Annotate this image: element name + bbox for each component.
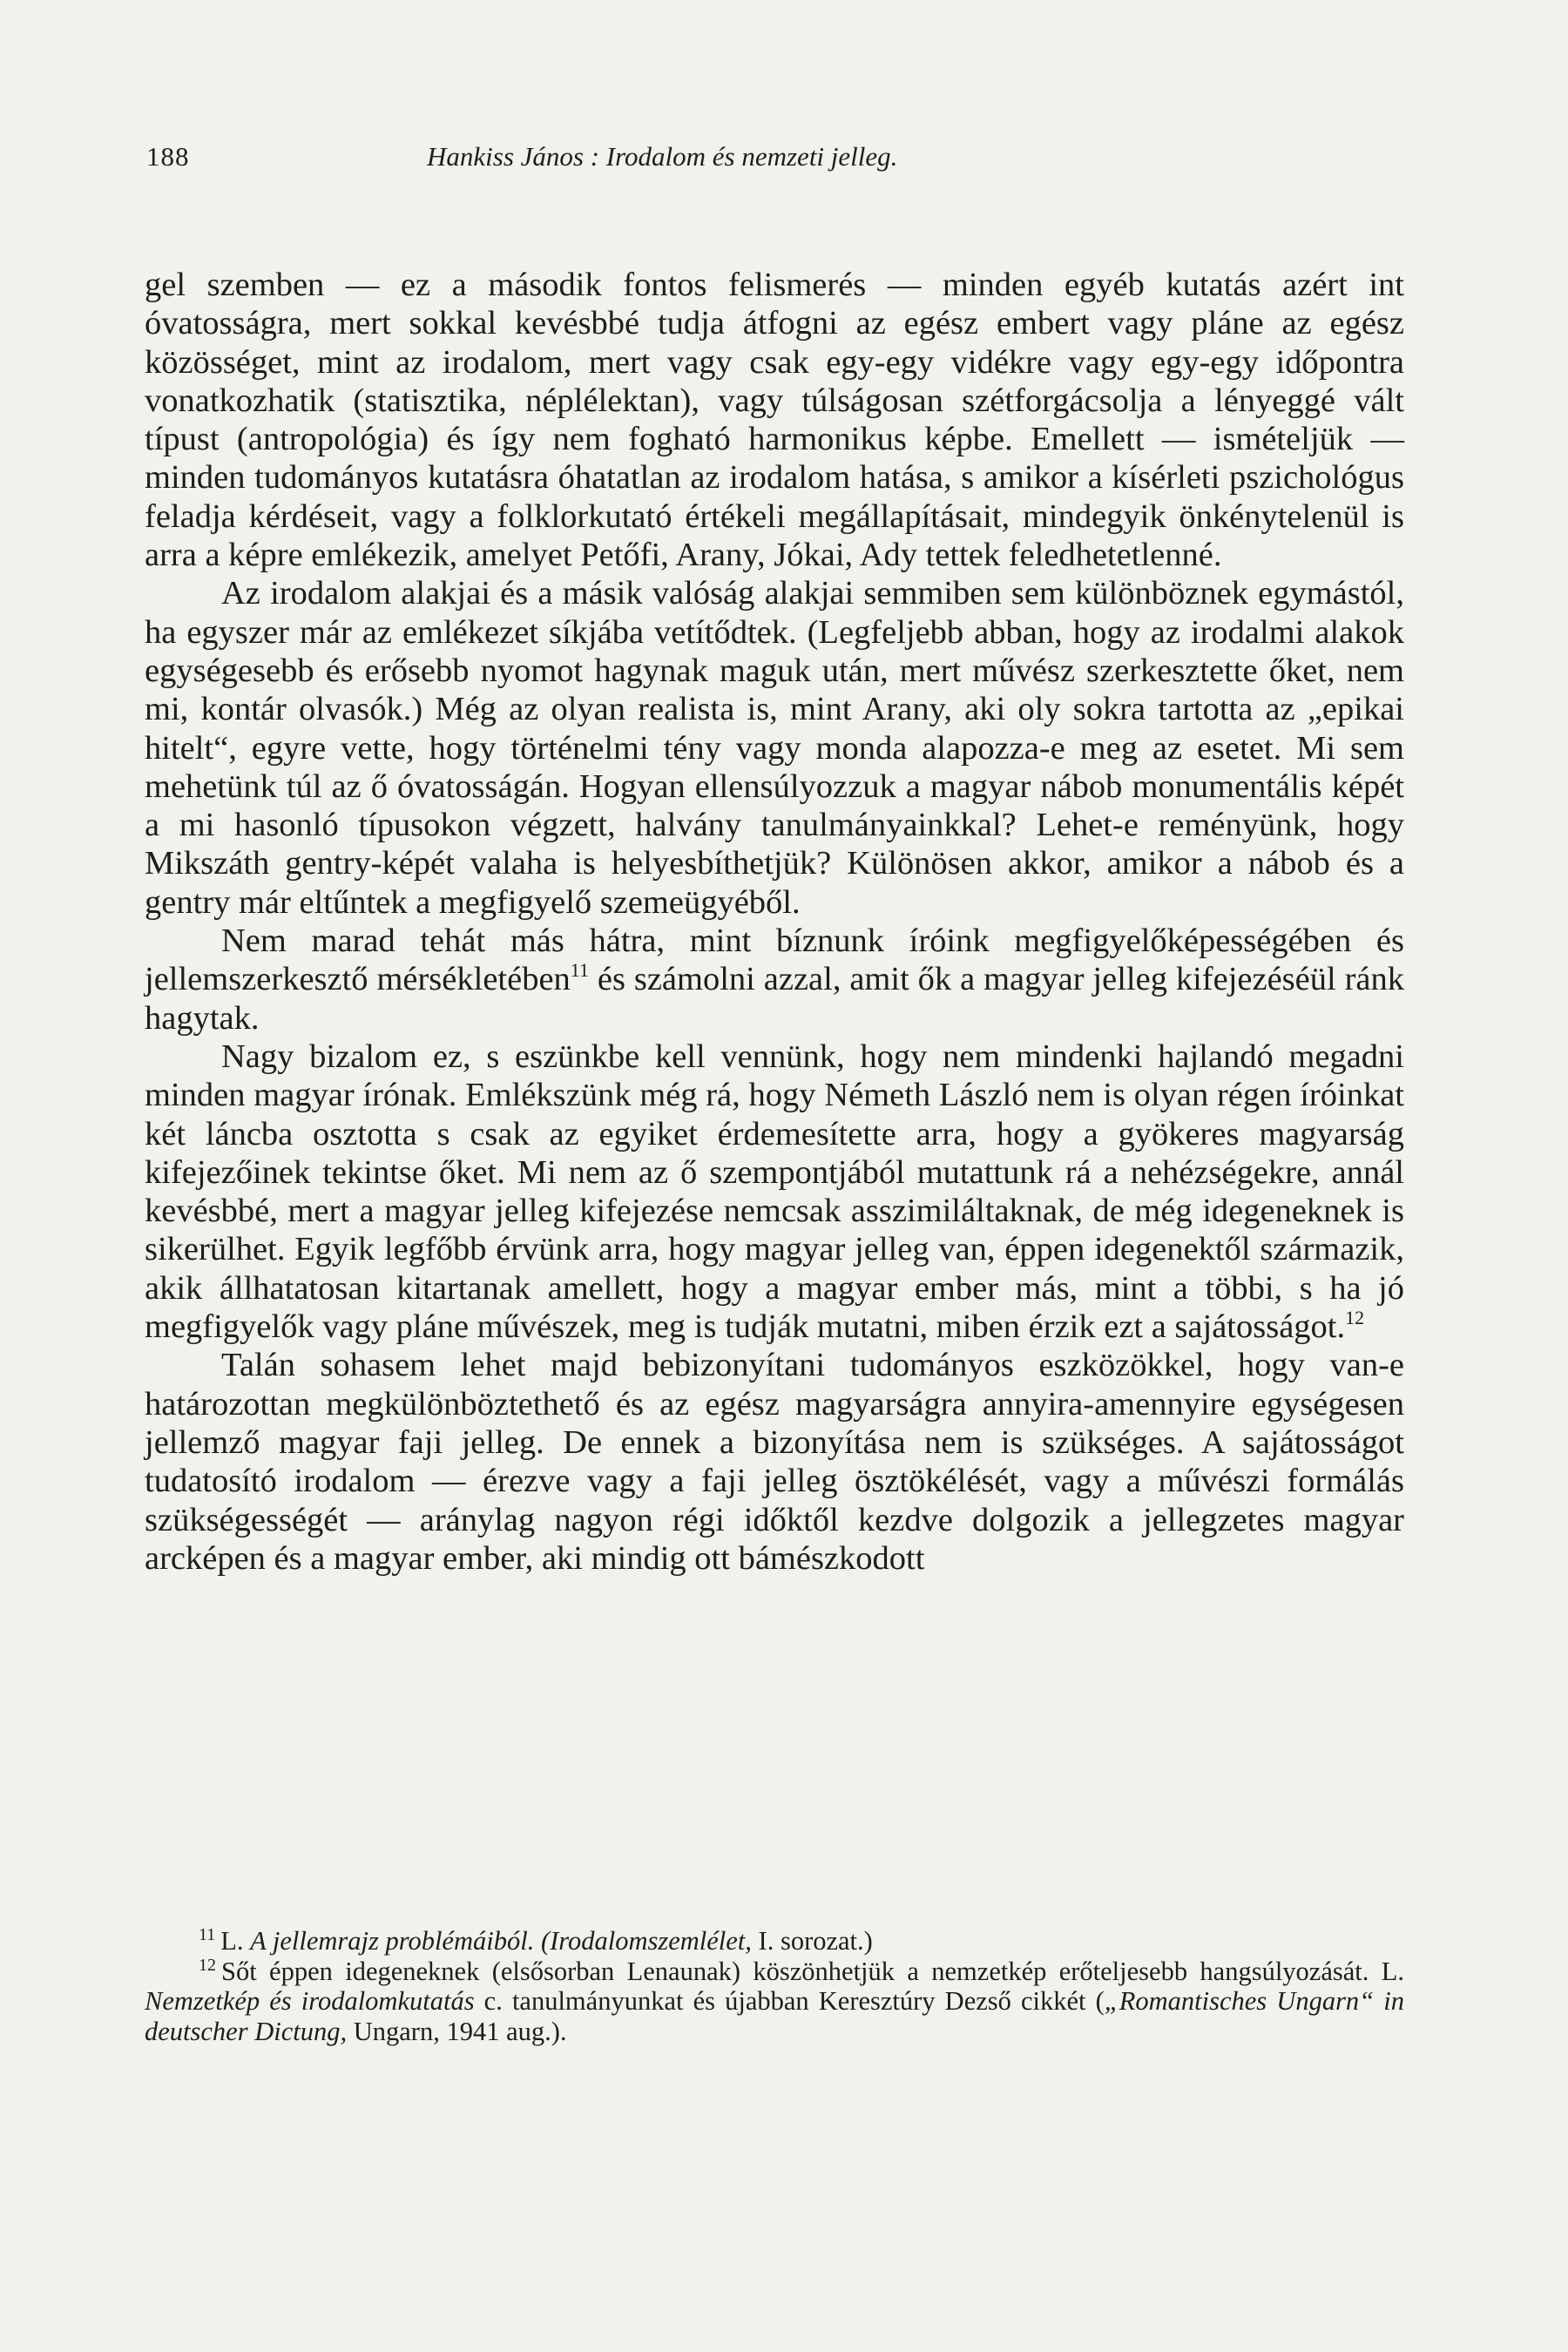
footnote-text: I. sorozat.) bbox=[751, 1926, 873, 1956]
body-text bbox=[145, 266, 1404, 1578]
footnote-12 bbox=[145, 1957, 1404, 2047]
footnote-ref-11[interactable]: 11 bbox=[570, 959, 589, 982]
footnote-citation-title: A jellemrajz problémáiból. (Irodalomszemlélet, bbox=[250, 1926, 752, 1956]
footnote-text: Ungarn, 1941 aug.). bbox=[347, 2016, 567, 2046]
paragraph-4 bbox=[145, 1037, 1404, 1346]
paragraph-2: Az irodalom alakjai és a másik valóság alakjai semmiben sem különböznek egymástól, ha egyszer már az emlékezet síkjába vetítődtek. (Legfeljebb abban, hogy az irodalmi alakok egységesebb és erősebb nyomot hagynak maguk után, mert művész szerkesztette őket, nem mi, kontár olvasók.) Még az olyan realista is, mint Arany, aki oly sokra tartotta az „epikai hitelt“, egyre vette, hogy történelmi tény vagy monda alapozza-e meg az esetet. Mi sem mehetünk túl az ő óvatosságán. Hogyan ellensúlyozzuk a magyar nábob monumentális képét a mi hasonló típusokon végzett, halvány tanulmányainkkal? Lehet-e reményünk, hogy Mikszáth gentry-képét valaha is helyesbíthetjük? Különösen akkor, amikor a nábob és a gentry már eltűntek a megfigyelő szemeügyéből. bbox=[145, 575, 1404, 921]
footnote-ref-12[interactable]: 12 bbox=[1345, 1307, 1365, 1329]
page-number: 188 bbox=[146, 141, 190, 172]
paragraph-5: Talán sohasem lehet majd bebizonyítani tudományos eszközökkel, hogy van-e határozottan megkülönböztethető és az egész magyarságra annyira-amennyire egységesen jellemző magyar faji jelleg. De ennek a bizonyítása nem is szükséges. A sajátosságot tudatosító irodalom — érezve vagy a faji jelleg ösztökélését, vagy a művészi formálás szükségességét — aránylag nagyon régi időktől kezdve dolgozik a jellegzetes magyar arcképen és a magyar ember, aki mindig ott bámészkodott bbox=[145, 1347, 1404, 1577]
footnote-text: c. tanulmányunkat és újabban Keresztúry Dezső cikkét ( bbox=[474, 1986, 1105, 2016]
footnote-text: L. bbox=[220, 1926, 251, 1956]
paragraph-3-text: Nem marad tehát más hátra, mint bíznunk íróink megfigyelőképességében és jellemszerkesztő mérsékletében bbox=[145, 923, 1404, 998]
footnote-citation-title: „Romantisches Ungarn“ in deutscher Dictung, bbox=[145, 1986, 1404, 2046]
footnote-number: 11 bbox=[199, 1925, 216, 1944]
paragraph-4-text: Nagy bizalom ez, s eszünkbe kell vennünk, hogy nem mindenki hajlandó megadni minden magyar írónak. Emlékszünk még rá, hogy Németh László nem is olyan régen íróinkat két láncba osztotta s csak az egyiket érdemesítette arra, hogy a gyökeres magyarság kifejezőinek tekintse őket. Mi nem az ő szempontjából mutattunk rá a nehézségekre, annál kevésbbé, mert a magyar jelleg kifejezése nemcsak asszimiláltaknak, de még idegeneknek is sikerülhet. Egyik legfőbb érvünk arra, hogy magyar jelleg van, éppen idegenektől származik, akik állhatatosan kitartanak amellett, hogy a magyar ember más, mint a többi, s ha jó megfigyelők vagy pláne művészek, meg is tudják mutatni, miben érzik ezt a sajátosságot. bbox=[145, 1037, 1404, 1346]
paragraph-3-text-end: és számolni azzal, amit ők a magyar jelleg kifejezéséül ránk hagytak. bbox=[145, 961, 1404, 1037]
footnote-11 bbox=[145, 1926, 1404, 1957]
paragraph-3 bbox=[145, 922, 1404, 1037]
footnote-number: 12 bbox=[199, 1955, 216, 1975]
footnote-text: Sőt éppen idegeneknek (elsősorban Lenaunak) köszönhetjük a nemzetkép erőteljesebb hangsúlyozását. L. bbox=[221, 1956, 1404, 1986]
footnote-citation-title: Nemzetkép és irodalomkutatás bbox=[145, 1986, 475, 2016]
paragraph-1: gel szemben — ez a második fontos felismerés — minden egyéb kutatás azért int óvatosságra, mert sokkal kevésbbé tudja átfogni az egész embert vagy pláne az egész közösséget, mint az irodalom, mert vagy csak egy-egy vidékre vagy egy-egy időpontra vonatkozhatik (statisztika, néplélektan), vagy túlságosan szétforgácsolja a lényeggé vált típust (antropológia) és így nem fogható harmonikus képbe. Emellett — ismételjük — minden tudományos kutatásra óhatatlan az irodalom hatása, s amikor a kísérleti pszichológus feladja kérdéseit, vagy a folklorkutató értékeli megállapításait, mindegyik önkénytelenül is arra a képre emlékezik, amelyet Petőfi, Arany, Jókai, Ady tettek feledhetetlenné. bbox=[145, 267, 1404, 574]
footnotes bbox=[145, 1926, 1404, 2046]
running-title: Hankiss János : Irodalom és nemzeti jelleg. bbox=[427, 141, 898, 172]
